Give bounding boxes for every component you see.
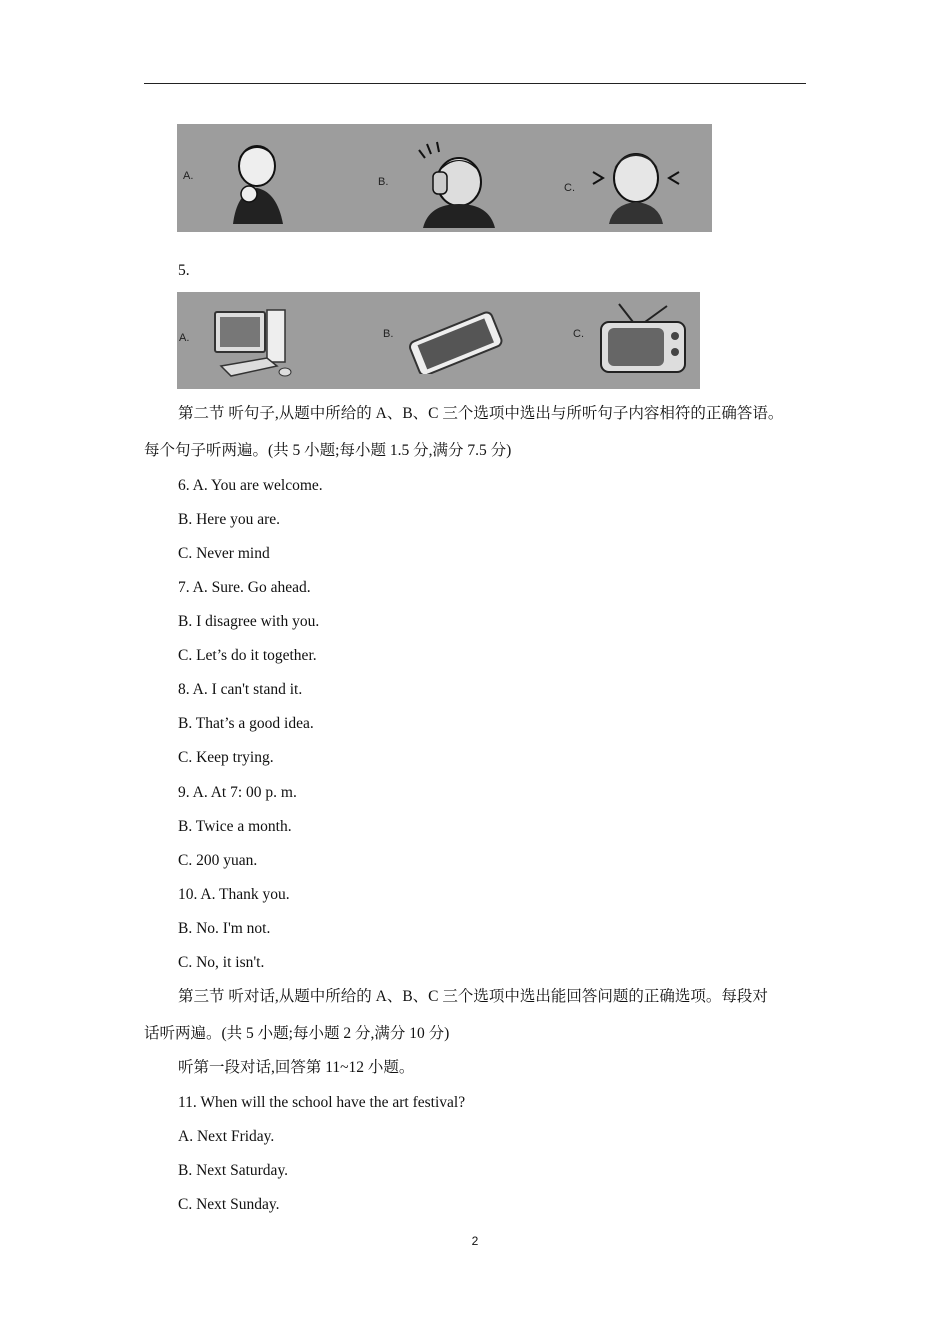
dialogue-intro: 听第一段对话,回答第 11~12 小题。 — [178, 1059, 415, 1076]
question-11-option-b: B. Next Saturday. — [178, 1162, 289, 1179]
question-7-option-b: B. I disagree with you. — [178, 613, 320, 630]
television-image — [595, 300, 691, 382]
question-7-option-a: 7. A. Sure. Go ahead. — [178, 579, 311, 596]
question-5-pictures — [177, 292, 700, 389]
question-8-option-b: B. That’s a good idea. — [178, 715, 314, 732]
option-label: C. — [573, 328, 584, 340]
earache-boy-image — [591, 138, 681, 226]
option-label: B. — [383, 328, 394, 340]
section2-instruction-cont: 每个句子听两遍。(共 5 小题;每小题 1.5 分,满分 7.5 分) — [144, 442, 512, 459]
question-8-option-c: C. Keep trying. — [178, 749, 274, 766]
section3-instruction: 第三节 听对话,从题中所给的 A、B、C 三个选项中选出能回答问题的正确选项。每段对 — [178, 988, 768, 1005]
section2-instruction: 第二节 听句子,从题中所给的 A、B、C 三个选项中选出与所听句子内容相符的正确答语。 — [178, 405, 784, 422]
question-5-number: 5. — [178, 262, 190, 279]
question-6-option-c: C. Never mind — [178, 545, 270, 562]
question-7-option-c: C. Let’s do it together. — [178, 647, 317, 664]
question-11-option-a: A. Next Friday. — [178, 1128, 275, 1145]
coughing-person-image — [219, 136, 299, 224]
option-label: A. — [183, 170, 194, 182]
question-9-option-c: C. 200 yuan. — [178, 852, 258, 869]
question-4-pictures — [177, 124, 712, 232]
header-rule — [144, 83, 806, 84]
question-10-option-b: B. No. I'm not. — [178, 920, 271, 937]
option-label: A. — [179, 332, 190, 344]
question-8-option-a: 8. A. I can't stand it. — [178, 681, 303, 698]
page-number: 2 — [471, 1234, 479, 1248]
section3-instruction-cont: 话听两遍。(共 5 小题;每小题 2 分,满分 10 分) — [144, 1025, 450, 1042]
question-6-option-a: 6. A. You are welcome. — [178, 477, 323, 494]
smartphone-image — [403, 310, 507, 374]
headache-person-image — [413, 138, 497, 228]
option-label: B. — [378, 176, 389, 188]
question-10-option-c: C. No, it isn't. — [178, 954, 265, 971]
question-6-option-b: B. Here you are. — [178, 511, 280, 528]
question-9-option-b: B. Twice a month. — [178, 818, 292, 835]
option-label: C. — [564, 182, 575, 194]
question-11-option-c: C. Next Sunday. — [178, 1196, 280, 1213]
question-10-option-a: 10. A. Thank you. — [178, 886, 290, 903]
question-9-option-a: 9. A. At 7: 00 p. m. — [178, 784, 297, 801]
question-11-stem: 11. When will the school have the art festival? — [178, 1094, 466, 1111]
desktop-computer-image — [211, 306, 297, 382]
